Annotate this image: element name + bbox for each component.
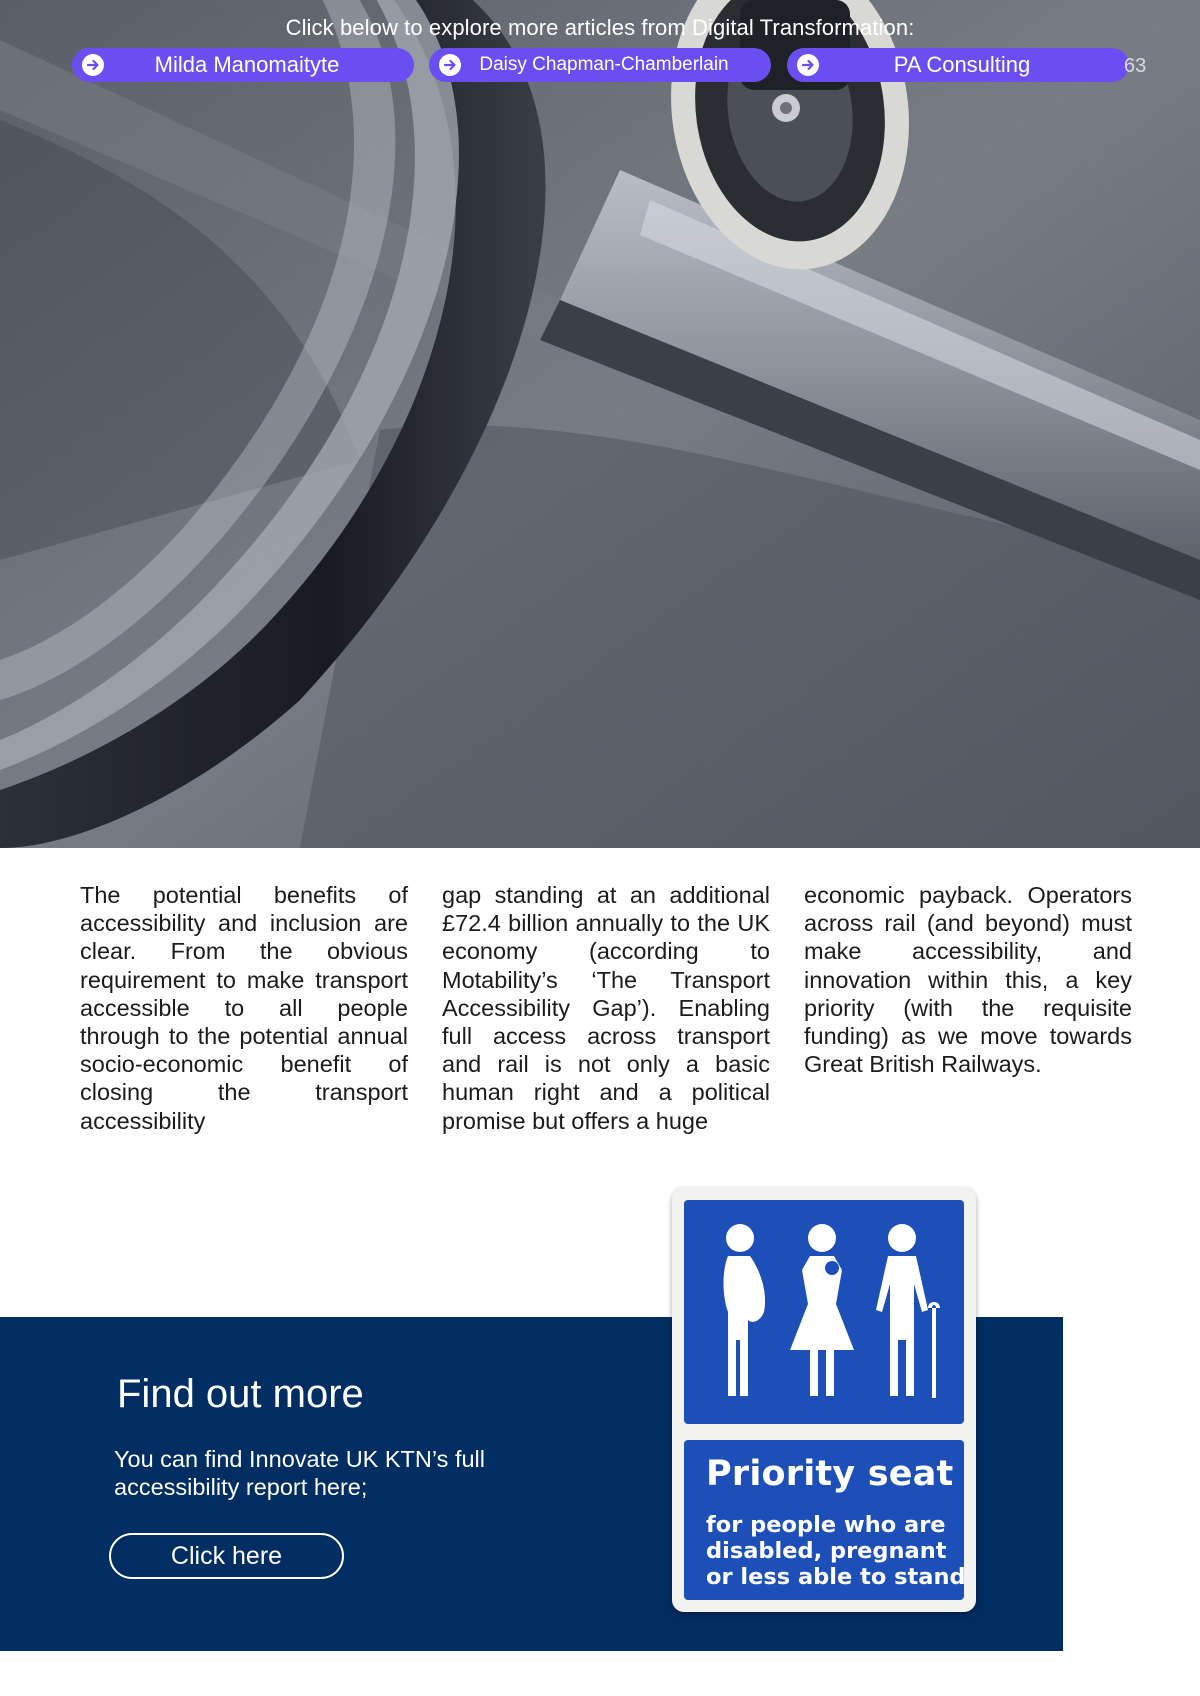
article-link-label: Milda Manomaityte xyxy=(154,52,340,77)
sign-pictogram-panel xyxy=(684,1200,964,1424)
arrow-right-icon xyxy=(82,54,104,76)
article-column-3: economic payback. Operators across rail (and beyond) must make accessibility, and innovation within this, a key priority (with the requisite funding) as we move towards Great British Railways. xyxy=(804,882,1132,1078)
priority-seat-sign xyxy=(672,1188,976,1612)
explore-caption: Click below to explore more articles from Digital Transformation: xyxy=(285,15,915,40)
sign-title: Priority seat xyxy=(706,1454,954,1494)
sign-subtitle: for people who are disabled, pregnant or less able to stand xyxy=(706,1512,966,1590)
article-link-milda-manomaityte[interactable] xyxy=(72,48,414,82)
find-out-more-text: You can find Innovate UK KTN’s full accessibility report here; xyxy=(114,1446,485,1500)
article-column-1: The potential benefits of accessibility and inclusion are clear. From the obvious requirement to make transport accessible to all people through to the potential annual socio-economic benefit of closing the transport accessibility xyxy=(80,882,408,1134)
article-column-2: gap standing at an additional £72.4 billion annually to the UK economy (according to Motability’s ‘The Transport Accessibility Gap’). Enabling full access across transport and rail is not only a basic human right and a political promise but offers a huge xyxy=(442,882,770,1134)
arrow-right-icon xyxy=(439,54,461,76)
article-link-pa-consulting[interactable] xyxy=(787,48,1129,82)
sign-text-panel xyxy=(684,1440,964,1600)
article-link-label: PA Consulting xyxy=(893,52,1031,77)
arrow-right-icon xyxy=(797,54,819,76)
click-here-button[interactable]: Click here xyxy=(109,1533,344,1579)
priority-people-pictogram xyxy=(684,1200,964,1424)
article-link-label: Daisy Chapman-Chamberlain xyxy=(479,54,729,75)
page-number: 63 xyxy=(1124,55,1147,77)
article-link-daisy-chapman-chamberlain[interactable] xyxy=(429,48,771,82)
find-out-more-heading: Find out more xyxy=(117,1372,364,1416)
